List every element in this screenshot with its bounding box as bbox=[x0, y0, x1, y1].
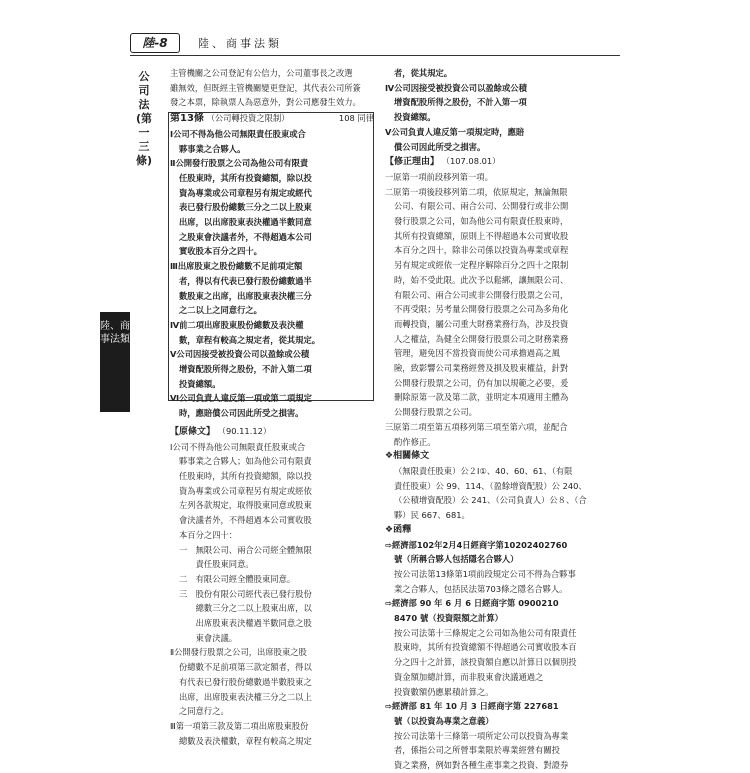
right-column bbox=[385, 66, 595, 773]
article-line: 增資配股所得之股份，不計入第二項 bbox=[179, 364, 312, 375]
reason-line: 發行股票之公司，如為他公司有限責任股東時， bbox=[394, 216, 569, 227]
article-title: 第13條 bbox=[170, 113, 204, 125]
interpretations-heading: ❖函釋 bbox=[385, 524, 412, 535]
interpretation-line: 按公司法第十三條第一項所定公司以投資為專業 bbox=[394, 730, 569, 741]
article-line: 之二以上之同意行之。 bbox=[179, 305, 262, 316]
original-item: 責任股東同意。 bbox=[179, 559, 254, 570]
original-line: 夥事業之合夥人；如為他公司有限責 bbox=[179, 456, 312, 467]
article-line: 出席，以出席股東表決權過半數同意 bbox=[179, 217, 312, 228]
article-line: 投資總額。 bbox=[179, 378, 221, 389]
original-head: 【原條文】 bbox=[170, 426, 216, 437]
continued-line: 者，從其規定。 bbox=[394, 68, 453, 78]
original-article-heading bbox=[170, 424, 380, 440]
related-line: 夥）民 667、681。 bbox=[394, 510, 470, 521]
original-line: 資為專業或公司章程另有規定或經依 bbox=[179, 485, 312, 496]
original-line: 總數及表決權數，章程有較高之規定 bbox=[179, 735, 312, 746]
article-line: 表已發行股份總數三分之二以上股東 bbox=[179, 202, 312, 213]
article-line: 資為專業或公司章程另有規定或經代 bbox=[179, 187, 312, 198]
reason-line: 管理，避免因不當投資而使公司承擔過高之風 bbox=[394, 348, 560, 359]
original-item: 總數三分之二以上股東出席，以 bbox=[179, 603, 312, 614]
continued-line: Ⅳ公司因接受被投資公司以盈餘或公積 bbox=[385, 82, 527, 93]
continued-line: 增資配股所得之股份，不計入第一項 bbox=[394, 97, 527, 108]
original-line: Ⅰ公司不得為他公司無限責任股東或合 bbox=[170, 441, 306, 452]
reason-line: 險，致影響公司業務經營及損及股東權益，針對 bbox=[394, 363, 569, 374]
page-number-badge: 陸-8 bbox=[130, 33, 180, 53]
interpretation-line: 按公司法第13條第1項前段規定公司不得為合夥事 bbox=[394, 568, 576, 579]
original-line: Ⅲ第一項第三款及第二項出席股東股份 bbox=[170, 720, 309, 731]
original-line: 之同意行之。 bbox=[179, 706, 229, 717]
article-line: 任股東時，其所有投資總額，除以投 bbox=[179, 172, 312, 183]
interpretation-line: 資金額加總計算，而非股東會決議通過之 bbox=[394, 671, 544, 682]
interpretation-title: ⇨經濟部 90 年 6 月 6 日經商字第 0900210 bbox=[385, 598, 559, 609]
original-date: （90.11.12） bbox=[217, 425, 272, 436]
law-article-side-label: 公司法(第一三條) bbox=[136, 70, 153, 167]
interpretation-line: 股東時，其所有投資總額不得超過公司實收股本百 bbox=[394, 642, 577, 653]
article-line: 之股東會決議者外，不得超過本公司 bbox=[179, 231, 312, 242]
intro-line: 主管機關之公司登記有公信力，公司董事長之改選 bbox=[170, 68, 353, 78]
reason-line: 公開發行股票之公司。 bbox=[394, 407, 477, 418]
article-line: 數股東之出席，出席股東表決權三分 bbox=[179, 290, 312, 301]
reason-line: 公開發行股票之公司，仍有加以規範之必要，爰 bbox=[394, 377, 569, 388]
original-item: 一 無限公司、兩合公司經全體無限 bbox=[179, 544, 312, 555]
original-line: 有代表已發行股份總數過半數股東之 bbox=[179, 676, 312, 687]
chapter-title: 陸、商事法類 bbox=[198, 37, 282, 50]
article-line: Ⅵ公司負責人違反第一項或第二項規定 bbox=[170, 393, 312, 404]
interpretation-title: 8470 號（投資限額之計算） bbox=[394, 613, 503, 624]
interpretation-title: ⇨經濟部 81 年 10 月 3 日經商字第 227681 bbox=[385, 701, 559, 712]
original-line: 份總數不足前項第三款定額者，得以 bbox=[179, 662, 312, 673]
article-line: 者，得以有代表已發行股份總數過半 bbox=[179, 275, 312, 286]
interpretation-title: 號（以投資為專業之意義） bbox=[394, 715, 494, 726]
continued-line: 投資總額。 bbox=[394, 112, 436, 123]
reason-line: 有限公司、兩合公司或非公開發行股票之公司， bbox=[394, 289, 569, 300]
reason-line: 不再受限；另考量公開發行股票之公司為多角化 bbox=[394, 304, 569, 315]
original-line: 任股東時，其所有投資總額，除以投 bbox=[179, 470, 312, 481]
article-line: 實收股本百分之四十。 bbox=[179, 246, 262, 257]
reason-line: 本百分之四十，除非公司係以投資為專業或章程 bbox=[394, 245, 569, 256]
interpretation-line: 者，係指公司之所營事業限於專業經營有關投 bbox=[394, 745, 560, 756]
header-divider bbox=[130, 55, 620, 56]
original-line: 出席，出席股東表決權三分之二以上 bbox=[179, 691, 312, 702]
article-line: Ⅲ出席股東之股份總數不足前項定額 bbox=[170, 261, 303, 272]
article-line: Ⅴ公司因接受被投資公司以盈餘或公積 bbox=[170, 349, 310, 360]
reason-date: （107.08.01） bbox=[441, 156, 501, 167]
article-subtitle: （公司轉投資之限制） bbox=[206, 113, 290, 124]
continued-line: 償公司因此所受之損害。 bbox=[394, 141, 486, 152]
reason-line: 時，始不受此限。此次予以鬆綁，讓無限公司、 bbox=[394, 274, 569, 285]
left-column bbox=[170, 66, 380, 748]
intro-line: 雖無效，但既經主管機關變更登記，其代表公司所簽 bbox=[170, 82, 361, 93]
article-date: 108 同律 bbox=[338, 113, 374, 124]
interpretation-title: ⇨經濟部102年2月4日經商字第10202402760 bbox=[385, 539, 568, 550]
reason-line: 另有規定或經依一定程序解除百分之四十之限制 bbox=[394, 260, 569, 271]
interpretation-title: 號（所稱合夥人包括隱名合夥人） bbox=[394, 554, 519, 565]
reason-line: 公司、有限公司、兩合公司、公開發行或非公開 bbox=[394, 201, 569, 212]
reason-line: 而轉投資，屬公司重大財務業務行為，涉及投資 bbox=[394, 318, 569, 329]
original-item: 二 有限公司經全體股東同意。 bbox=[179, 573, 296, 584]
article-line: 數，章程有較高之規定者，從其規定。 bbox=[179, 334, 321, 345]
article-line: Ⅳ前二項出席股東股份總數及表決權 bbox=[170, 319, 304, 330]
related-articles-heading: ❖相關條文 bbox=[385, 451, 430, 462]
interpretation-line: 投資數額仍應累積計算之。 bbox=[394, 686, 494, 697]
original-line: Ⅱ公開發行股票之公司，出席股東之股 bbox=[170, 647, 307, 658]
original-line: 左列各款規定，取得股東同意或股東 bbox=[179, 500, 312, 511]
original-item: 東會決議。 bbox=[179, 632, 238, 643]
reason-line: 三原第二項至第五項移列第三項至第六項，並配合 bbox=[385, 421, 568, 432]
section-tab: 陸、商事法類 bbox=[100, 312, 130, 412]
related-line: （無限責任股東）公２Ⅰ①、40、60、61、（有限 bbox=[394, 465, 573, 476]
reason-line: 二原第一項後段移列第二項，依原規定，無論無限 bbox=[385, 186, 568, 197]
interpretation-line: 業之合夥人，包括民法第703條之隱名合夥人。 bbox=[394, 583, 568, 594]
article-heading bbox=[170, 111, 380, 127]
article-line: Ⅰ公司不得為他公司無限責任股東或合 bbox=[170, 128, 306, 139]
interpretation-line: 按公司法第十三條規定之公司如為他公司有限責任 bbox=[394, 627, 577, 638]
reason-line: 其所有投資總額，原則上不得超過本公司實收股 bbox=[394, 230, 569, 241]
interpretation-line: 分之四十之計算，該投資額自應以計算日以個別投 bbox=[394, 657, 577, 668]
amendment-reason-heading bbox=[385, 154, 595, 170]
related-line: （公積增資配股）公 241、（公司負責人）公８、（合 bbox=[394, 495, 587, 506]
related-line: 責任股東）公 99、114、（盈餘增資配股）公 240、 bbox=[394, 480, 587, 491]
original-line: 本百分之四十： bbox=[179, 529, 238, 540]
reason-line: 酌作修正。 bbox=[394, 436, 436, 447]
reason-line: 一原第一項前段移列第一項。 bbox=[385, 171, 493, 182]
interpretation-line: 資之業務，例如對各種生產事業之投資、對證券 bbox=[394, 760, 569, 771]
continued-line: Ⅴ公司負責人違反第一項規定時，應賠 bbox=[385, 126, 525, 137]
reason-line: 刪除原第一款及第二款，並明定本項適用主體為 bbox=[394, 392, 569, 403]
article-line: 時，應賠償公司因此所受之損害。 bbox=[179, 408, 304, 419]
original-item: 出席股東表決權過半數同意之股 bbox=[179, 618, 312, 629]
reason-head: 【修正理由】 bbox=[385, 157, 440, 168]
reason-line: 人之權益，為健全公開發行股票公司之財務業務 bbox=[394, 333, 569, 344]
original-item: 三 股份有限公司經代表已發行股份 bbox=[179, 588, 312, 599]
article-line: 夥事業之合夥人。 bbox=[179, 143, 246, 154]
article-line: Ⅱ公開發行股票之公司為他公司有限責 bbox=[170, 158, 309, 169]
original-line: 會決議者外，不得超過本公司實收股 bbox=[179, 515, 312, 526]
intro-line: 發之本票，除執票人為惡意外，對公司應發生效力。 bbox=[170, 97, 361, 108]
